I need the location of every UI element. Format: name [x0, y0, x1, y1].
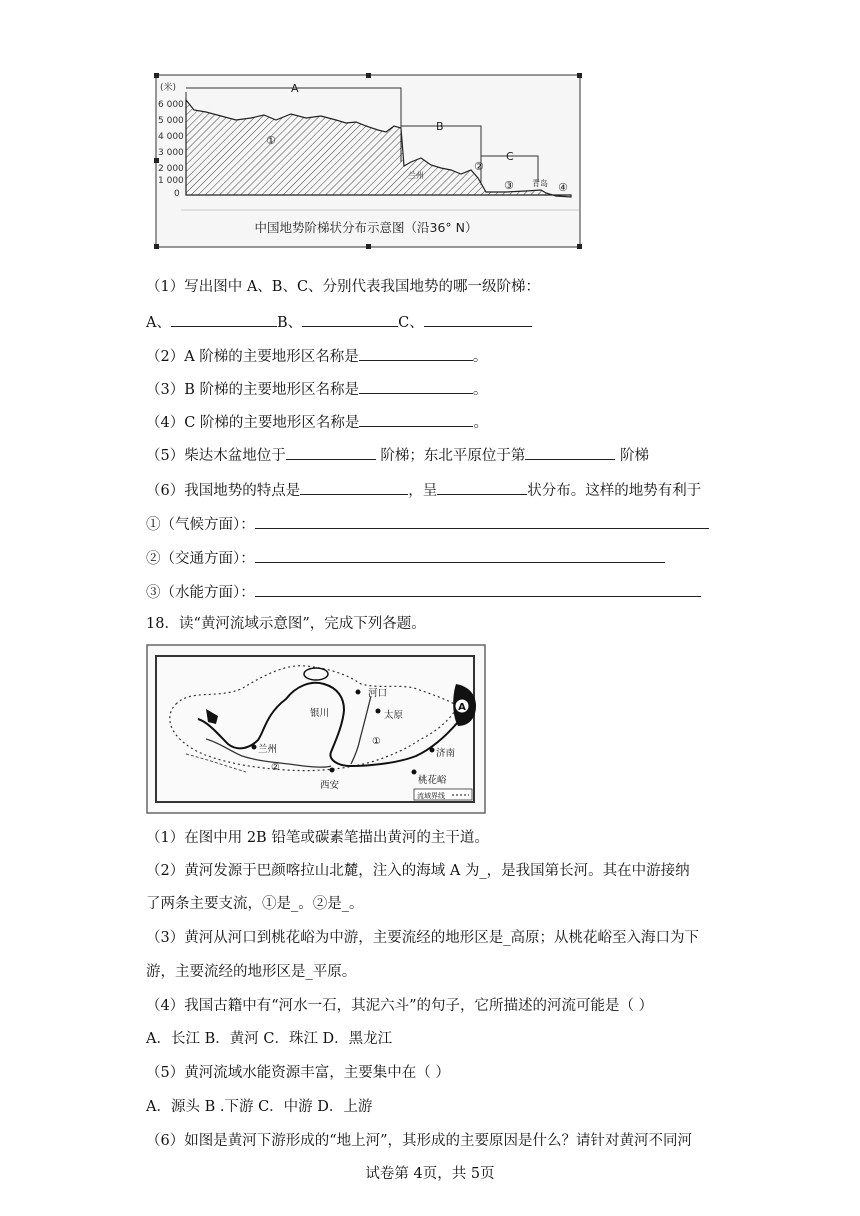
- step-label-a: A: [291, 82, 299, 95]
- q17-part6-text-c: 状分布。这样的地势有利于: [527, 483, 702, 499]
- q17-part6-climate: [146, 513, 709, 535]
- q17-part3: [146, 378, 488, 400]
- figure-caption: 中国地势阶梯状分布示意图（沿36° N）: [254, 220, 478, 235]
- q17-part1: （1）写出图中 A、B、C、分别代表我国地势的哪一级阶梯：: [146, 279, 541, 295]
- answer-blank[interactable]: [255, 581, 701, 597]
- q18-part6: （6）如图是黄河下游形成的“地上河”，其形成的主要原因是什么？请针对黄河不同河: [146, 1133, 693, 1149]
- terrain-profile-figure: [146, 70, 584, 260]
- place-xian: 西安: [320, 780, 340, 791]
- q17-part2-text: （2）A 阶梯的主要地形区名称是: [146, 349, 359, 365]
- place-jinan: 济南: [436, 748, 456, 759]
- q18-title: 18．读“黄河流域示意图”，完成下列各题。: [146, 616, 426, 632]
- q17-part4: [146, 411, 488, 433]
- answer-blank[interactable]: [302, 311, 398, 327]
- q17-part2: [146, 345, 487, 367]
- step-label-c: C: [506, 150, 514, 163]
- answer-blank[interactable]: [359, 345, 473, 361]
- answer-blank[interactable]: [359, 378, 473, 394]
- sea-a-label: A: [458, 702, 466, 713]
- q17-part6: [146, 479, 701, 501]
- yellow-river-map-svg: [146, 644, 486, 814]
- circled-mark-1: ①: [372, 736, 381, 747]
- y-unit-label: (米): [160, 83, 177, 93]
- q18-part3a: （3）黄河从河口到桃花峪为中游，主要流经的地形区是_高原；从桃花峪至入海口为下: [146, 930, 699, 946]
- answer-blank[interactable]: [171, 311, 277, 327]
- map-frame: [147, 645, 485, 813]
- q17-part5-text-a: （5）柴达木盆地位于: [146, 448, 286, 464]
- q18-part3b: 游，主要流经的地形区是_平原。: [146, 964, 357, 980]
- place-hekou: 河口: [368, 688, 388, 699]
- page-footer: 试卷第 4页，共 5页: [365, 1166, 495, 1182]
- q17-part5: [146, 444, 649, 466]
- label-a: A、: [146, 315, 171, 331]
- answer-blank[interactable]: [286, 444, 376, 460]
- terrain-profile-svg: [146, 70, 584, 260]
- climate-label: ①（气候方面）：: [146, 517, 255, 533]
- q17-part4-text: （4）C 阶梯的主要地形区名称是: [146, 415, 360, 431]
- y-tick: 1 000: [158, 176, 184, 186]
- circled-mark-4: ④: [558, 181, 568, 194]
- circled-mark-2: ②: [474, 160, 484, 173]
- q17-part6-hydropower: [146, 581, 701, 603]
- period: 。: [473, 415, 488, 431]
- place-qingdao: 青岛: [532, 179, 548, 188]
- q17-part6-transport: [146, 547, 665, 569]
- q18-part2b: 了两条主要支流，①是_。②是_。: [146, 896, 364, 912]
- legend-label: 流域界线: [417, 792, 445, 800]
- answer-blank[interactable]: [424, 311, 532, 327]
- answer-blank[interactable]: [255, 513, 709, 529]
- q17-part1-answers: [146, 311, 532, 333]
- answer-blank[interactable]: [525, 444, 615, 460]
- answer-blank[interactable]: [437, 479, 527, 495]
- answer-blank[interactable]: [359, 411, 473, 427]
- y-tick: 0: [174, 189, 180, 199]
- circled-mark-3: ③: [504, 179, 514, 192]
- label-b: B、: [276, 315, 303, 331]
- q18-part2a: （2）黄河发源于巴颜喀拉山北麓，注入的海域 A 为_，是我国第长河。其在中游接纳: [146, 863, 690, 879]
- step-label-b: B: [436, 120, 444, 133]
- place-lanzhou: 兰州: [258, 744, 278, 755]
- y-tick: 3 000: [158, 148, 184, 158]
- period: 。: [473, 382, 488, 398]
- q17-part6-text-b: ，呈: [408, 483, 438, 499]
- answer-blank[interactable]: [255, 547, 665, 563]
- place-taiyuan: 太原: [384, 710, 404, 721]
- place-taohuayu: 桃花峪: [418, 775, 447, 786]
- q18-part1: （1）在图中用 2B 铅笔或碳素笔描出黄河的主干道。: [146, 830, 489, 846]
- q18-part5-options: A．源头 B .下游 C．中游 D．上游: [146, 1099, 373, 1115]
- answer-blank[interactable]: [300, 479, 408, 495]
- period: 。: [472, 349, 488, 365]
- circled-mark-1: ①: [266, 134, 276, 147]
- y-tick: 4 000: [158, 132, 184, 142]
- q17-part5-text-c: 阶梯: [619, 448, 649, 464]
- y-tick: 2 000: [158, 164, 184, 174]
- q17-part6-text-a: （6）我国地势的特点是: [146, 483, 301, 499]
- hydropower-label: ③（水能方面）：: [146, 585, 255, 601]
- transport-label: ②（交通方面）：: [146, 551, 255, 567]
- place-yinchuan: 银川: [310, 708, 330, 719]
- yellow-river-map-figure: [146, 644, 486, 814]
- label-c: C、: [398, 315, 424, 331]
- q17-part3-text: （3）B 阶梯的主要地形区名称是: [146, 382, 359, 398]
- y-tick: 5 000: [158, 116, 184, 126]
- q18-part4-options: A．长江 B．黄河 C．珠江 D．黑龙江: [146, 1031, 393, 1047]
- q18-part4: （4）我国古籍中有“河水一石，其泥六斗”的句子，它所描述的河流可能是（ ）: [146, 998, 654, 1014]
- circled-mark-2: ②: [271, 762, 280, 773]
- place-lanzhou: 兰州: [408, 171, 424, 180]
- q17-part5-text-b: 阶梯；东北平原位于第: [380, 448, 526, 464]
- q18-part5: （5）黄河流域水能资源丰富，主要集中在（ ）: [146, 1065, 450, 1081]
- y-tick: 6 000: [158, 100, 184, 110]
